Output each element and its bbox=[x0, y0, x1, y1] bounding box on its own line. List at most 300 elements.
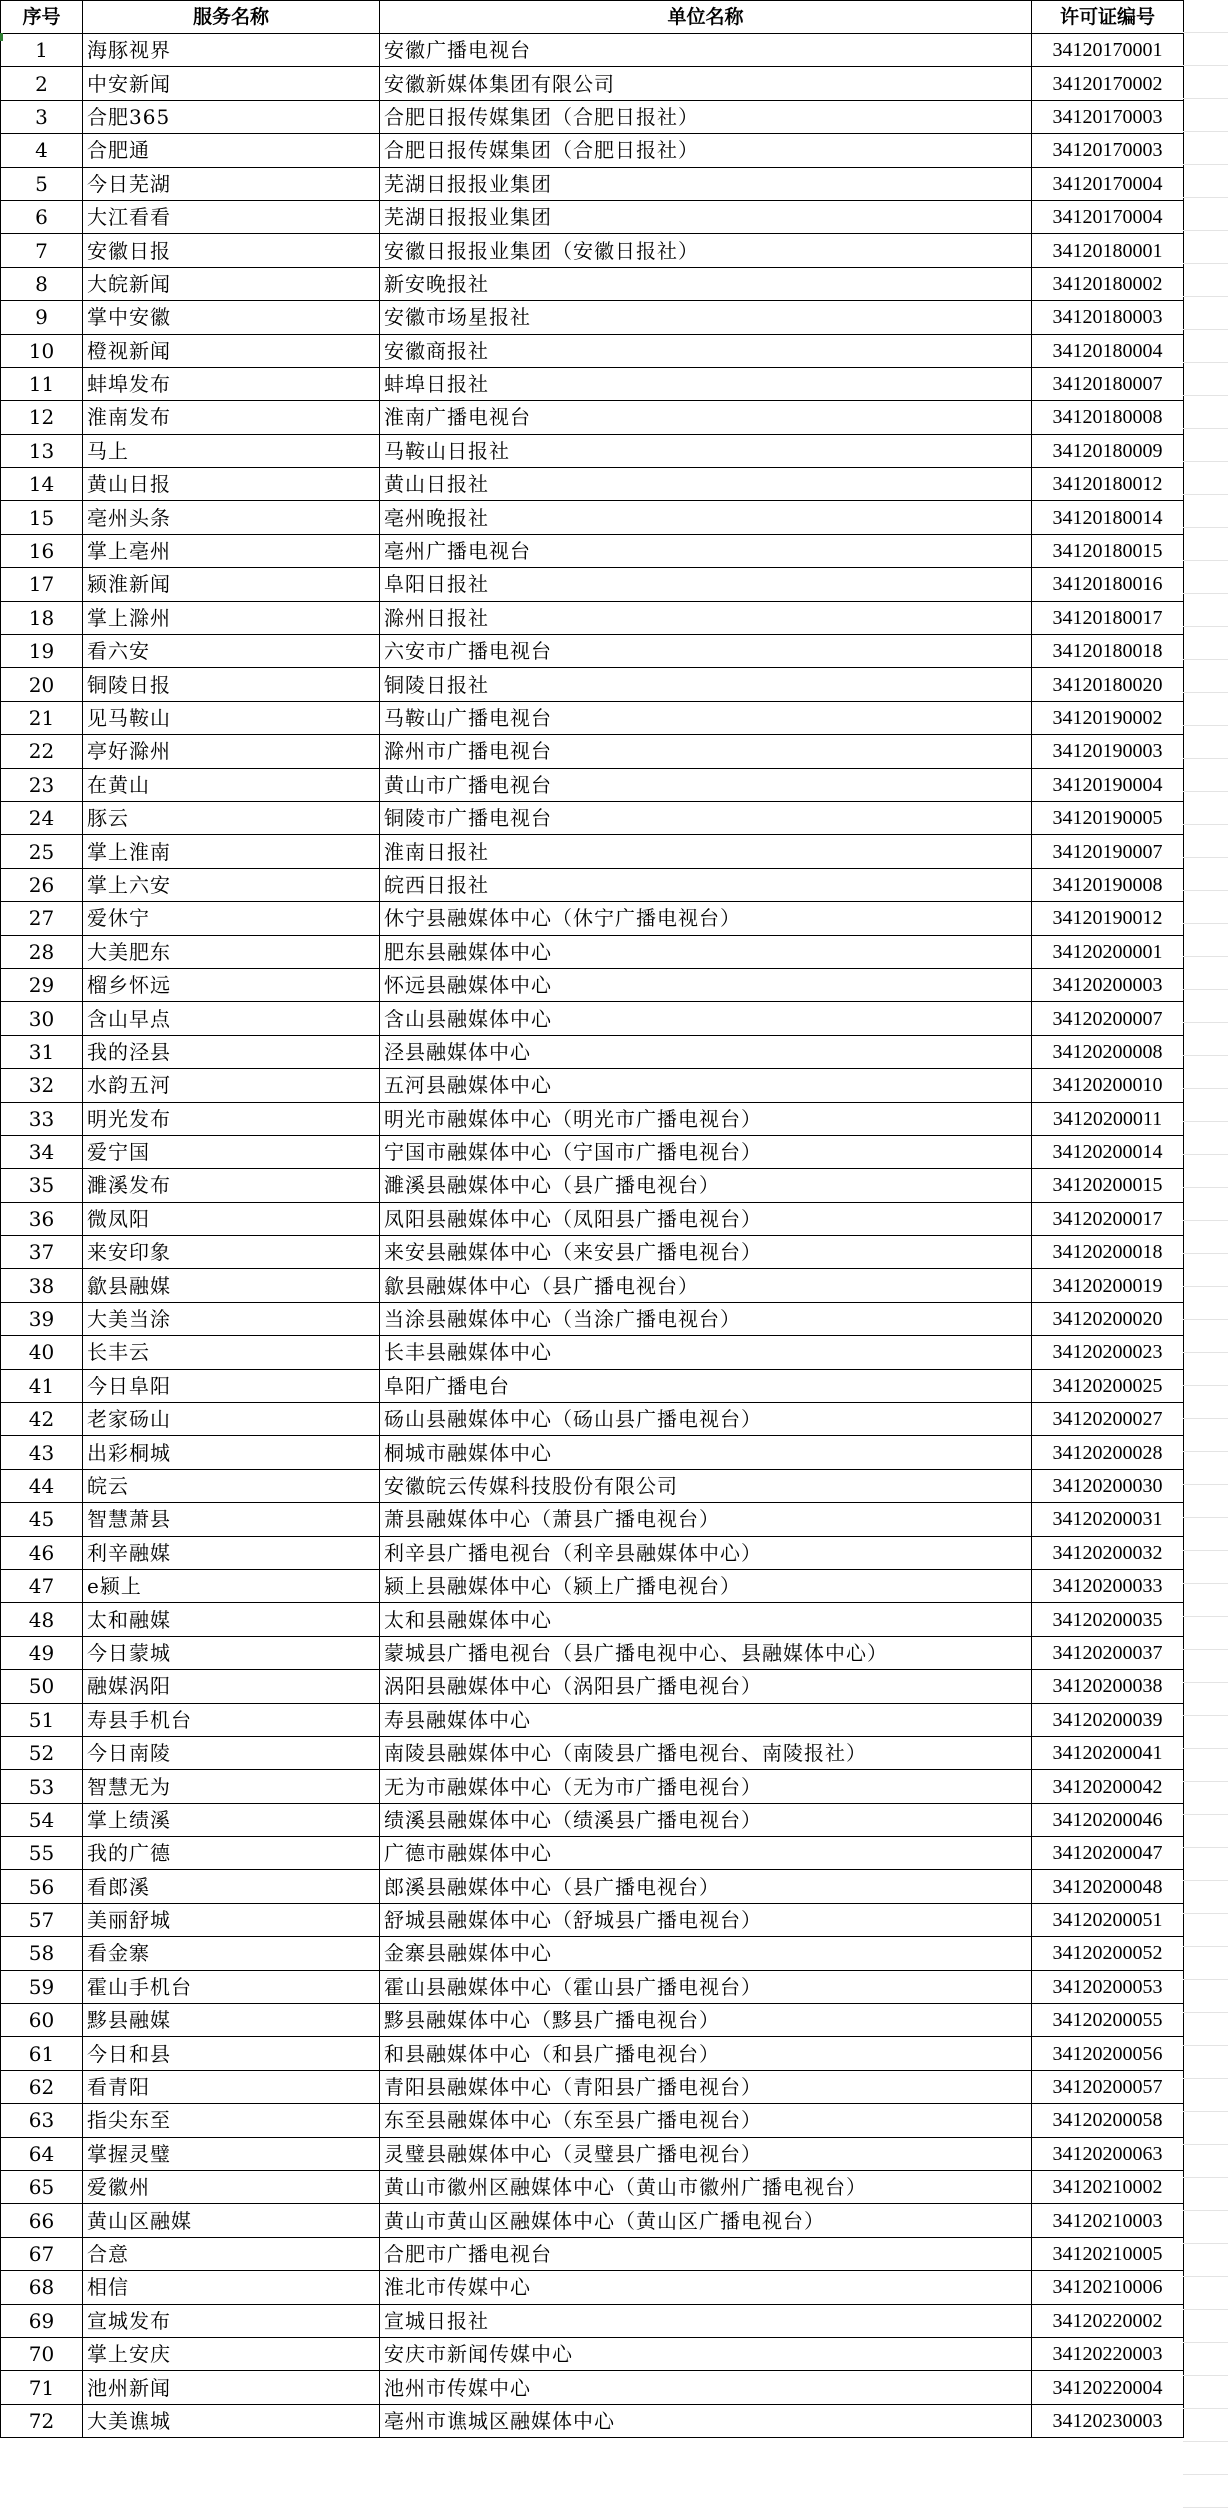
license-number-cell: 34120170001 bbox=[1032, 34, 1184, 67]
license-number-cell: 34120180018 bbox=[1032, 635, 1184, 668]
unit-name-cell: 安庆市新闻传媒中心 bbox=[380, 2337, 1032, 2370]
license-number-cell: 34120200008 bbox=[1032, 1035, 1184, 1068]
service-name-cell: 黟县融媒 bbox=[83, 2004, 380, 2037]
seq-cell: 72 bbox=[1, 2404, 83, 2437]
service-name-cell: 马上 bbox=[83, 434, 380, 467]
table-row bbox=[1, 401, 1184, 434]
unit-name-cell: 池州市传媒中心 bbox=[380, 2371, 1032, 2404]
license-number-cell: 34120200056 bbox=[1032, 2037, 1184, 2070]
empty-grid-area bbox=[1183, 0, 1228, 2517]
seq-cell: 56 bbox=[1, 1870, 83, 1903]
service-name-cell: 看青阳 bbox=[83, 2070, 380, 2103]
table-row bbox=[1, 1837, 1184, 1870]
service-name-cell: 合肥通 bbox=[83, 134, 380, 167]
table-row bbox=[1, 167, 1184, 200]
table-row bbox=[1, 1970, 1184, 2003]
seq-cell: 30 bbox=[1, 1002, 83, 1035]
license-number-cell: 34120180001 bbox=[1032, 234, 1184, 267]
service-name-cell: 橙视新闻 bbox=[83, 334, 380, 367]
seq-cell: 18 bbox=[1, 601, 83, 634]
license-number-cell: 34120180015 bbox=[1032, 534, 1184, 567]
seq-cell: 49 bbox=[1, 1636, 83, 1669]
table-row bbox=[1, 1903, 1184, 1936]
service-name-cell: 掌上淮南 bbox=[83, 835, 380, 868]
unit-name-cell: 滁州市广播电视台 bbox=[380, 735, 1032, 768]
table-row bbox=[1, 1536, 1184, 1569]
license-number-cell: 34120180020 bbox=[1032, 668, 1184, 701]
license-number-cell: 34120200023 bbox=[1032, 1336, 1184, 1369]
license-number-cell: 34120200020 bbox=[1032, 1302, 1184, 1335]
table-row bbox=[1, 267, 1184, 300]
unit-name-cell: 凤阳县融媒体中心（凤阳县广播电视台） bbox=[380, 1202, 1032, 1235]
license-number-cell: 34120200032 bbox=[1032, 1536, 1184, 1569]
service-name-cell: 微凤阳 bbox=[83, 1202, 380, 1235]
license-number-cell: 34120200014 bbox=[1032, 1135, 1184, 1168]
service-name-cell: 来安印象 bbox=[83, 1236, 380, 1269]
table-row bbox=[1, 735, 1184, 768]
service-name-cell: 宣城发布 bbox=[83, 2304, 380, 2337]
license-number-cell: 34120200030 bbox=[1032, 1469, 1184, 1502]
service-name-cell: e颍上 bbox=[83, 1569, 380, 1602]
table-row bbox=[1, 1002, 1184, 1035]
unit-name-cell: 当涂县融媒体中心（当涂广播电视台） bbox=[380, 1302, 1032, 1335]
service-name-cell: 榴乡怀远 bbox=[83, 968, 380, 1001]
table-row bbox=[1, 1603, 1184, 1636]
unit-name-cell: 黄山日报社 bbox=[380, 468, 1032, 501]
unit-name-cell: 铜陵市广播电视台 bbox=[380, 801, 1032, 834]
unit-name-cell: 五河县融媒体中心 bbox=[380, 1069, 1032, 1102]
unit-name-cell: 泾县融媒体中心 bbox=[380, 1035, 1032, 1068]
license-number-cell: 34120210006 bbox=[1032, 2271, 1184, 2304]
service-name-cell: 今日蒙城 bbox=[83, 1636, 380, 1669]
table-row bbox=[1, 601, 1184, 634]
unit-name-cell: 歙县融媒体中心（县广播电视台） bbox=[380, 1269, 1032, 1302]
seq-cell: 8 bbox=[1, 267, 83, 300]
seq-cell: 43 bbox=[1, 1436, 83, 1469]
unit-name-cell: 萧县融媒体中心（萧县广播电视台） bbox=[380, 1503, 1032, 1536]
unit-name-cell: 桐城市融媒体中心 bbox=[380, 1436, 1032, 1469]
service-name-cell: 掌中安徽 bbox=[83, 301, 380, 334]
license-number-cell: 34120190004 bbox=[1032, 768, 1184, 801]
table-row bbox=[1, 501, 1184, 534]
license-number-cell: 34120180012 bbox=[1032, 468, 1184, 501]
header-seq: 序号 bbox=[1, 1, 83, 34]
table-row bbox=[1, 2204, 1184, 2237]
table-row bbox=[1, 1937, 1184, 1970]
unit-name-cell: 来安县融媒体中心（来安县广播电视台） bbox=[380, 1236, 1032, 1269]
service-name-cell: 大皖新闻 bbox=[83, 267, 380, 300]
license-number-cell: 34120200063 bbox=[1032, 2137, 1184, 2170]
seq-cell: 27 bbox=[1, 902, 83, 935]
license-number-cell: 34120200011 bbox=[1032, 1102, 1184, 1135]
seq-cell: 13 bbox=[1, 434, 83, 467]
seq-cell: 36 bbox=[1, 1202, 83, 1235]
service-name-cell: 见马鞍山 bbox=[83, 701, 380, 734]
seq-cell: 23 bbox=[1, 768, 83, 801]
seq-cell: 37 bbox=[1, 1236, 83, 1269]
service-name-cell: 掌上滁州 bbox=[83, 601, 380, 634]
seq-cell: 63 bbox=[1, 2104, 83, 2137]
service-name-cell: 在黄山 bbox=[83, 768, 380, 801]
unit-name-cell: 利辛县广播电视台（利辛县融媒体中心） bbox=[380, 1536, 1032, 1569]
service-name-cell: 黄山日报 bbox=[83, 468, 380, 501]
table-row bbox=[1, 367, 1184, 400]
table-row bbox=[1, 1736, 1184, 1769]
license-number-cell: 34120190007 bbox=[1032, 835, 1184, 868]
service-name-cell: 海豚视界 bbox=[83, 34, 380, 67]
unit-name-cell: 黄山市广播电视台 bbox=[380, 768, 1032, 801]
unit-name-cell: 安徽商报社 bbox=[380, 334, 1032, 367]
table-row bbox=[1, 434, 1184, 467]
seq-cell: 40 bbox=[1, 1336, 83, 1369]
license-number-cell: 34120200019 bbox=[1032, 1269, 1184, 1302]
unit-name-cell: 阜阳日报社 bbox=[380, 568, 1032, 601]
service-name-cell: 歙县融媒 bbox=[83, 1269, 380, 1302]
seq-cell: 60 bbox=[1, 2004, 83, 2037]
seq-cell: 55 bbox=[1, 1837, 83, 1870]
license-number-cell: 34120220002 bbox=[1032, 2304, 1184, 2337]
table-row bbox=[1, 2037, 1184, 2070]
license-number-cell: 34120180014 bbox=[1032, 501, 1184, 534]
table-row bbox=[1, 2371, 1184, 2404]
service-name-cell: 我的广德 bbox=[83, 1837, 380, 1870]
seq-cell: 45 bbox=[1, 1503, 83, 1536]
service-name-cell: 今日阜阳 bbox=[83, 1369, 380, 1402]
table-row bbox=[1, 1236, 1184, 1269]
seq-cell: 21 bbox=[1, 701, 83, 734]
header-service-name: 服务名称 bbox=[83, 1, 380, 34]
table-row bbox=[1, 1102, 1184, 1135]
license-number-cell: 34120200053 bbox=[1032, 1970, 1184, 2003]
license-number-cell: 34120210003 bbox=[1032, 2204, 1184, 2237]
seq-cell: 25 bbox=[1, 835, 83, 868]
table-row bbox=[1, 1503, 1184, 1536]
license-number-cell: 34120200037 bbox=[1032, 1636, 1184, 1669]
unit-name-cell: 颍上县融媒体中心（颍上广播电视台） bbox=[380, 1569, 1032, 1602]
unit-name-cell: 舒城县融媒体中心（舒城县广播电视台） bbox=[380, 1903, 1032, 1936]
seq-cell: 42 bbox=[1, 1403, 83, 1436]
service-name-cell: 寿县手机台 bbox=[83, 1703, 380, 1736]
unit-name-cell: 濉溪县融媒体中心（县广播电视台） bbox=[380, 1169, 1032, 1202]
unit-name-cell: 铜陵日报社 bbox=[380, 668, 1032, 701]
license-number-cell: 34120200031 bbox=[1032, 1503, 1184, 1536]
license-number-cell: 34120200038 bbox=[1032, 1670, 1184, 1703]
table-row bbox=[1, 1403, 1184, 1436]
table-row bbox=[1, 534, 1184, 567]
unit-name-cell: 青阳县融媒体中心（青阳县广播电视台） bbox=[380, 2070, 1032, 2103]
license-number-cell: 34120220004 bbox=[1032, 2371, 1184, 2404]
seq-cell: 39 bbox=[1, 1302, 83, 1335]
service-name-cell: 水韵五河 bbox=[83, 1069, 380, 1102]
unit-name-cell: 宁国市融媒体中心（宁国市广播电视台） bbox=[380, 1135, 1032, 1168]
table-row bbox=[1, 334, 1184, 367]
table-row bbox=[1, 902, 1184, 935]
service-name-cell: 指尖东至 bbox=[83, 2104, 380, 2137]
table-row bbox=[1, 835, 1184, 868]
seq-cell: 58 bbox=[1, 1937, 83, 1970]
table-row bbox=[1, 968, 1184, 1001]
seq-cell: 1 bbox=[1, 34, 83, 67]
table-row bbox=[1, 100, 1184, 133]
license-number-cell: 34120200035 bbox=[1032, 1603, 1184, 1636]
license-number-cell: 34120200055 bbox=[1032, 2004, 1184, 2037]
service-name-cell: 铜陵日报 bbox=[83, 668, 380, 701]
license-number-cell: 34120200010 bbox=[1032, 1069, 1184, 1102]
license-number-cell: 34120200048 bbox=[1032, 1870, 1184, 1903]
seq-cell: 15 bbox=[1, 501, 83, 534]
unit-name-cell: 灵璧县融媒体中心（灵璧县广播电视台） bbox=[380, 2137, 1032, 2170]
seq-cell: 31 bbox=[1, 1035, 83, 1068]
license-number-cell: 34120200001 bbox=[1032, 935, 1184, 968]
license-number-cell: 34120190002 bbox=[1032, 701, 1184, 734]
table-row bbox=[1, 1202, 1184, 1235]
service-name-cell: 亭好滁州 bbox=[83, 735, 380, 768]
unit-name-cell: 马鞍山广播电视台 bbox=[380, 701, 1032, 734]
seq-cell: 51 bbox=[1, 1703, 83, 1736]
unit-name-cell: 滁州日报社 bbox=[380, 601, 1032, 634]
seq-cell: 11 bbox=[1, 367, 83, 400]
seq-cell: 34 bbox=[1, 1135, 83, 1168]
license-number-cell: 34120180017 bbox=[1032, 601, 1184, 634]
seq-cell: 44 bbox=[1, 1469, 83, 1502]
header-license-number: 许可证编号 bbox=[1032, 1, 1184, 34]
seq-cell: 59 bbox=[1, 1970, 83, 2003]
unit-name-cell: 淮南广播电视台 bbox=[380, 401, 1032, 434]
unit-name-cell: 合肥日报传媒集团（合肥日报社） bbox=[380, 100, 1032, 133]
unit-name-cell: 淮南日报社 bbox=[380, 835, 1032, 868]
seq-cell: 64 bbox=[1, 2137, 83, 2170]
license-number-cell: 34120200042 bbox=[1032, 1770, 1184, 1803]
seq-cell: 48 bbox=[1, 1603, 83, 1636]
unit-name-cell: 六安市广播电视台 bbox=[380, 635, 1032, 668]
seq-cell: 46 bbox=[1, 1536, 83, 1569]
license-number-cell: 34120170003 bbox=[1032, 100, 1184, 133]
seq-cell: 6 bbox=[1, 200, 83, 233]
table-row bbox=[1, 1336, 1184, 1369]
seq-cell: 70 bbox=[1, 2337, 83, 2370]
service-name-cell: 黄山区融媒 bbox=[83, 2204, 380, 2237]
service-name-cell: 大美肥东 bbox=[83, 935, 380, 968]
license-number-cell: 34120200047 bbox=[1032, 1837, 1184, 1870]
table-row bbox=[1, 2004, 1184, 2037]
license-number-cell: 34120200003 bbox=[1032, 968, 1184, 1001]
unit-name-cell: 东至县融媒体中心（东至县广播电视台） bbox=[380, 2104, 1032, 2137]
service-name-cell: 颍淮新闻 bbox=[83, 568, 380, 601]
table-row bbox=[1, 1770, 1184, 1803]
service-name-cell: 霍山手机台 bbox=[83, 1970, 380, 2003]
service-name-cell: 淮南发布 bbox=[83, 401, 380, 434]
cell-selection-mark bbox=[0, 33, 3, 41]
license-number-cell: 34120170003 bbox=[1032, 134, 1184, 167]
license-number-cell: 34120170004 bbox=[1032, 167, 1184, 200]
seq-cell: 4 bbox=[1, 134, 83, 167]
license-number-cell: 34120180007 bbox=[1032, 367, 1184, 400]
license-number-cell: 34120200018 bbox=[1032, 1236, 1184, 1269]
license-number-cell: 34120200027 bbox=[1032, 1403, 1184, 1436]
unit-name-cell: 和县融媒体中心（和县广播电视台） bbox=[380, 2037, 1032, 2070]
table-row bbox=[1, 1636, 1184, 1669]
unit-name-cell: 淮北市传媒中心 bbox=[380, 2271, 1032, 2304]
unit-name-cell: 蚌埠日报社 bbox=[380, 367, 1032, 400]
license-number-cell: 34120180004 bbox=[1032, 334, 1184, 367]
service-name-cell: 看六安 bbox=[83, 635, 380, 668]
unit-name-cell: 怀远县融媒体中心 bbox=[380, 968, 1032, 1001]
service-name-cell: 明光发布 bbox=[83, 1102, 380, 1135]
license-number-cell: 34120180008 bbox=[1032, 401, 1184, 434]
seq-cell: 62 bbox=[1, 2070, 83, 2103]
service-name-cell: 出彩桐城 bbox=[83, 1436, 380, 1469]
table-row bbox=[1, 2137, 1184, 2170]
table-row bbox=[1, 868, 1184, 901]
unit-name-cell: 霍山县融媒体中心（霍山县广播电视台） bbox=[380, 1970, 1032, 2003]
table-row bbox=[1, 301, 1184, 334]
license-number-cell: 34120200007 bbox=[1032, 1002, 1184, 1035]
license-number-cell: 34120200017 bbox=[1032, 1202, 1184, 1235]
seq-cell: 52 bbox=[1, 1736, 83, 1769]
service-name-cell: 大美谯城 bbox=[83, 2404, 380, 2437]
seq-cell: 57 bbox=[1, 1903, 83, 1936]
service-name-cell: 大美当涂 bbox=[83, 1302, 380, 1335]
unit-name-cell: 明光市融媒体中心（明光市广播电视台） bbox=[380, 1102, 1032, 1135]
table-row bbox=[1, 2070, 1184, 2103]
unit-name-cell: 休宁县融媒体中心（休宁广播电视台） bbox=[380, 902, 1032, 935]
seq-cell: 47 bbox=[1, 1569, 83, 1602]
unit-name-cell: 安徽新媒体集团有限公司 bbox=[380, 67, 1032, 100]
seq-cell: 5 bbox=[1, 167, 83, 200]
table-row bbox=[1, 1035, 1184, 1068]
service-name-cell: 爱徽州 bbox=[83, 2171, 380, 2204]
license-number-cell: 34120180002 bbox=[1032, 267, 1184, 300]
table-row bbox=[1, 468, 1184, 501]
seq-cell: 38 bbox=[1, 1269, 83, 1302]
seq-cell: 61 bbox=[1, 2037, 83, 2070]
unit-name-cell: 寿县融媒体中心 bbox=[380, 1703, 1032, 1736]
seq-cell: 54 bbox=[1, 1803, 83, 1836]
unit-name-cell: 芜湖日报报业集团 bbox=[380, 167, 1032, 200]
license-number-cell: 34120190005 bbox=[1032, 801, 1184, 834]
seq-cell: 22 bbox=[1, 735, 83, 768]
seq-cell: 12 bbox=[1, 401, 83, 434]
service-name-cell: 看金寨 bbox=[83, 1937, 380, 1970]
table-row bbox=[1, 701, 1184, 734]
license-number-cell: 34120200039 bbox=[1032, 1703, 1184, 1736]
unit-name-cell: 合肥日报传媒集团（合肥日报社） bbox=[380, 134, 1032, 167]
unit-name-cell: 亳州广播电视台 bbox=[380, 534, 1032, 567]
seq-cell: 67 bbox=[1, 2237, 83, 2270]
table-row bbox=[1, 1569, 1184, 1602]
unit-name-cell: 芜湖日报报业集团 bbox=[380, 200, 1032, 233]
service-name-cell: 我的泾县 bbox=[83, 1035, 380, 1068]
table-row bbox=[1, 1269, 1184, 1302]
license-number-cell: 34120190008 bbox=[1032, 868, 1184, 901]
unit-name-cell: 安徽广播电视台 bbox=[380, 34, 1032, 67]
seq-cell: 33 bbox=[1, 1102, 83, 1135]
table-row bbox=[1, 1670, 1184, 1703]
header-row bbox=[1, 1, 1184, 34]
license-number-cell: 34120200046 bbox=[1032, 1803, 1184, 1836]
license-number-cell: 34120200015 bbox=[1032, 1169, 1184, 1202]
seq-cell: 19 bbox=[1, 635, 83, 668]
license-number-cell: 34120180009 bbox=[1032, 434, 1184, 467]
unit-name-cell: 含山县融媒体中心 bbox=[380, 1002, 1032, 1035]
seq-cell: 29 bbox=[1, 968, 83, 1001]
seq-cell: 71 bbox=[1, 2371, 83, 2404]
unit-name-cell: 新安晚报社 bbox=[380, 267, 1032, 300]
license-number-cell: 34120200057 bbox=[1032, 2070, 1184, 2103]
service-name-cell: 含山早点 bbox=[83, 1002, 380, 1035]
seq-cell: 3 bbox=[1, 100, 83, 133]
service-name-cell: 中安新闻 bbox=[83, 67, 380, 100]
license-number-cell: 34120230003 bbox=[1032, 2404, 1184, 2437]
table-row bbox=[1, 1436, 1184, 1469]
seq-cell: 32 bbox=[1, 1069, 83, 1102]
service-name-cell: 合肥365 bbox=[83, 100, 380, 133]
unit-name-cell: 马鞍山日报社 bbox=[380, 434, 1032, 467]
unit-name-cell: 皖西日报社 bbox=[380, 868, 1032, 901]
unit-name-cell: 太和县融媒体中心 bbox=[380, 1603, 1032, 1636]
license-number-cell: 34120220003 bbox=[1032, 2337, 1184, 2370]
seq-cell: 24 bbox=[1, 801, 83, 834]
license-number-cell: 34120210002 bbox=[1032, 2171, 1184, 2204]
table-row bbox=[1, 935, 1184, 968]
license-number-cell: 34120200033 bbox=[1032, 1569, 1184, 1602]
seq-cell: 28 bbox=[1, 935, 83, 968]
license-number-cell: 34120210005 bbox=[1032, 2237, 1184, 2270]
service-name-cell: 今日和县 bbox=[83, 2037, 380, 2070]
seq-cell: 9 bbox=[1, 301, 83, 334]
service-name-cell: 太和融媒 bbox=[83, 1603, 380, 1636]
unit-name-cell: 砀山县融媒体中心（砀山县广播电视台） bbox=[380, 1403, 1032, 1436]
unit-name-cell: 亳州市谯城区融媒体中心 bbox=[380, 2404, 1032, 2437]
seq-cell: 41 bbox=[1, 1369, 83, 1402]
table-row bbox=[1, 1302, 1184, 1335]
service-name-cell: 安徽日报 bbox=[83, 234, 380, 267]
service-name-cell: 亳州头条 bbox=[83, 501, 380, 534]
service-name-cell: 掌上绩溪 bbox=[83, 1803, 380, 1836]
seq-cell: 20 bbox=[1, 668, 83, 701]
table-row bbox=[1, 2337, 1184, 2370]
unit-name-cell: 长丰县融媒体中心 bbox=[380, 1336, 1032, 1369]
table-row bbox=[1, 67, 1184, 100]
service-name-cell: 池州新闻 bbox=[83, 2371, 380, 2404]
service-name-cell: 蚌埠发布 bbox=[83, 367, 380, 400]
unit-name-cell: 安徽市场星报社 bbox=[380, 301, 1032, 334]
license-number-cell: 34120200051 bbox=[1032, 1903, 1184, 1936]
service-name-cell: 智慧萧县 bbox=[83, 1503, 380, 1536]
seq-cell: 26 bbox=[1, 868, 83, 901]
unit-name-cell: 合肥市广播电视台 bbox=[380, 2237, 1032, 2270]
table-row bbox=[1, 1469, 1184, 1502]
service-name-cell: 看郎溪 bbox=[83, 1870, 380, 1903]
table-row bbox=[1, 2271, 1184, 2304]
seq-cell: 53 bbox=[1, 1770, 83, 1803]
seq-cell: 10 bbox=[1, 334, 83, 367]
service-name-cell: 掌上六安 bbox=[83, 868, 380, 901]
license-number-cell: 34120200028 bbox=[1032, 1436, 1184, 1469]
service-name-cell: 融媒涡阳 bbox=[83, 1670, 380, 1703]
unit-name-cell: 郎溪县融媒体中心（县广播电视台） bbox=[380, 1870, 1032, 1903]
unit-name-cell: 黄山市黄山区融媒体中心（黄山区广播电视台） bbox=[380, 2204, 1032, 2237]
table-row bbox=[1, 1703, 1184, 1736]
unit-name-cell: 蒙城县广播电视台（县广播电视中心、县融媒体中心） bbox=[380, 1636, 1032, 1669]
service-name-cell: 合意 bbox=[83, 2237, 380, 2270]
table-row bbox=[1, 234, 1184, 267]
unit-name-cell: 黟县融媒体中心（黟县广播电视台） bbox=[380, 2004, 1032, 2037]
license-number-cell: 34120200058 bbox=[1032, 2104, 1184, 2137]
seq-cell: 69 bbox=[1, 2304, 83, 2337]
seq-cell: 50 bbox=[1, 1670, 83, 1703]
license-number-cell: 34120180003 bbox=[1032, 301, 1184, 334]
